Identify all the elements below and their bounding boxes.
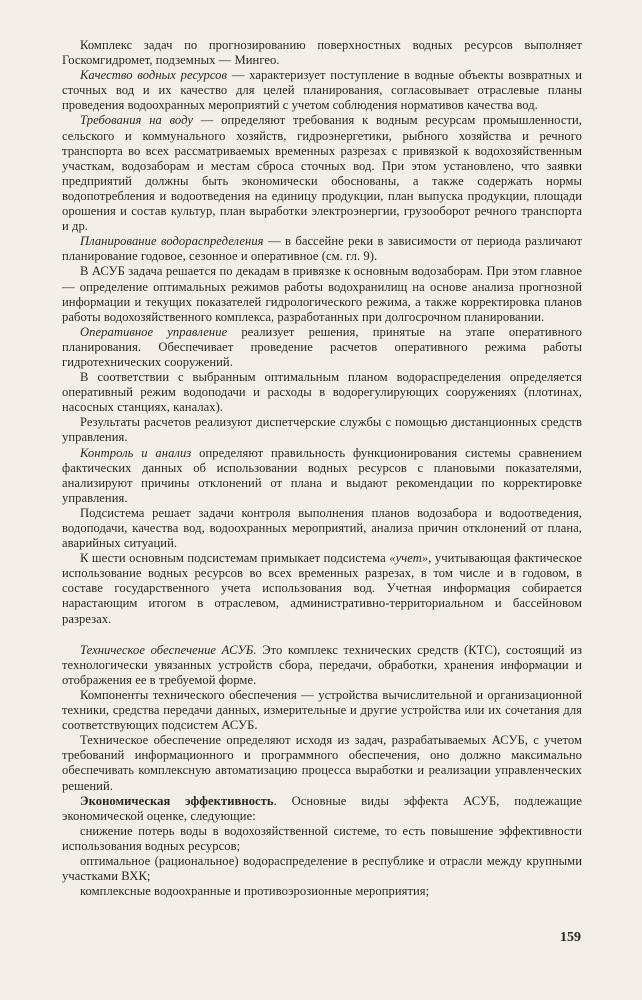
- italic-term: Оперативное управление: [80, 324, 228, 339]
- paragraph: [62, 68, 582, 113]
- text-run: Результаты расчетов реализуют диспетчерские службы с помощью дистанционных средств управления.: [62, 415, 582, 445]
- paragraph: [62, 643, 582, 688]
- italic-term: Планирование водораспределения: [80, 234, 264, 249]
- text-run: . Основные виды эффекта АСУБ, подлежащие экономической оценке, следующие:: [62, 793, 582, 823]
- text-run: В АСУБ задача решается по декадам в привязке к основным водозаборам. При этом главное — определение оптимальных режимов работы водохранилищ на основе анализа прогнозной информации и текущих показателей гидрологического режима, а также корректировка планов работы водохозяйственного комплекса, разработанных при долгосрочном планировании.: [62, 264, 582, 324]
- paragraph: [62, 370, 582, 415]
- paragraph: [62, 415, 582, 445]
- text-run: Подсистема решает задачи контроля выполнения планов водозабора и водоотведения, водоподачи, качества вод, водоохранных мероприятий, анализа причин отклонений от плана, аварийных ситуаций.: [62, 505, 582, 551]
- paragraph: [62, 884, 582, 899]
- paragraph: [62, 824, 582, 854]
- paragraph: [62, 446, 582, 506]
- paragraph: [62, 264, 582, 324]
- italic-term: Техническое обеспечение АСУБ.: [80, 642, 257, 657]
- italic-term: Качество водных ресурсов: [80, 68, 228, 83]
- text-run: определяют правильность функционирования системы сравнением фактических данных об использовании водных ресурсов с плановыми показателями, анализируют причины отклонений от плана и выдают рекомендации по корректировке управления.: [62, 445, 583, 505]
- paragraph: [62, 113, 582, 234]
- text-run: — в бассейне реки в зависимости от периода различают планирование годовое, сезонное и оперативное (см. гл. 9).: [62, 234, 582, 264]
- text-run: комплексные водоохранные и противоэрозионные мероприятия;: [80, 884, 430, 899]
- paragraph: [62, 325, 582, 370]
- paragraph: [62, 794, 582, 824]
- page-body-text: [62, 38, 582, 899]
- text-run: Комплекс задач по прогнозированию поверхностных водных ресурсов выполняет Госкомгидромет, подземных — Мингео.: [62, 38, 582, 68]
- text-run: реализует решения, принятые на этапе оперативного планирования. Обеспечивает проведение расчетов оперативного режима работы гидротехнических сооружений.: [62, 324, 582, 369]
- text-run: К шести основным подсистемам примыкает подсистема: [80, 551, 390, 566]
- italic-term: Контроль и анализ: [80, 445, 192, 460]
- paragraph: [62, 38, 582, 68]
- paragraph: [62, 854, 582, 884]
- italic-term: Требования на воду: [80, 113, 194, 128]
- text-run: , учитывающая фактическое использование водных ресурсов во всех временных разрезах, в том числе и в годовом, в составе государственного учета использования вод. Учетная информация собирается нарастающим итогом в отраслевом, административно-территориальном и бассейновом разрезах.: [62, 551, 583, 626]
- paragraph: [62, 551, 582, 626]
- bold-term: Экономическая эффективность: [80, 793, 274, 808]
- text-run: Компоненты технического обеспечения — устройства вычислительной и организационной техники, средства передачи данных, измерительные и другие устройства или их сочетания для соответствующих подсистем АСУБ.: [62, 687, 582, 733]
- text-run: — характеризует поступление в водные объекты возвратных и сточных вод и их качество для целей планирования, согласовывает отраслевые планы проведения водоохранных мероприятий с учетом соблюдения нормативов качества вод.: [62, 68, 582, 113]
- paragraph: [62, 688, 582, 733]
- text-run: В соответствии с выбранным оптимальным планом водораспределения определяется оперативный режим водоподачи и расходы в водорегулирующих сооружениях (плотинах, насосных станциях, каналах).: [62, 370, 582, 415]
- page-number: 159: [560, 930, 581, 945]
- paragraph: [62, 506, 582, 551]
- text-run: — определяют требования к водным ресурсам промышленности, сельского и коммунального хозяйств, гидроэнергетики, рыбного хозяйства и речного транспорта во всех рассматриваемых временных разрезах с привязкой к водохозяйственным участкам, водозаборам и местам сброса сточных вод. При этом установлено, что заявки предприятий должны быть экономически обоснованы, а также содержать нормы водопотребления и водоотведения на единицу продукции, план выпуска продукции, площади орошения и состав культур, план выработки электроэнергии, грузооборот речного транспорта и др.: [62, 113, 582, 234]
- paragraph: [62, 234, 582, 264]
- text-run: снижение потерь воды в водохозяйственной системе, то есть повышение эффективности использования водных ресурсов;: [62, 823, 582, 853]
- text-run: Техническое обеспечение определяют исходя из задач, разрабатываемых АСУБ, с учетом требований информационного и программного обеспечения, оно должно максимально обеспечивать комплексную автоматизацию процесса выработки и реализации управленческих решений.: [62, 733, 582, 793]
- text-run: Это комплекс технических средств (КТС), состоящий из технологически увязанных устройств сбора, передачи, обработки, хранения информации и отображения ее в требуемой форме.: [62, 642, 583, 687]
- paragraph: [62, 733, 582, 793]
- italic-term: «учет»: [389, 551, 429, 566]
- text-run: оптимальное (рациональное) водораспределение в республике и отрасли между крупными участками ВХК;: [62, 853, 582, 884]
